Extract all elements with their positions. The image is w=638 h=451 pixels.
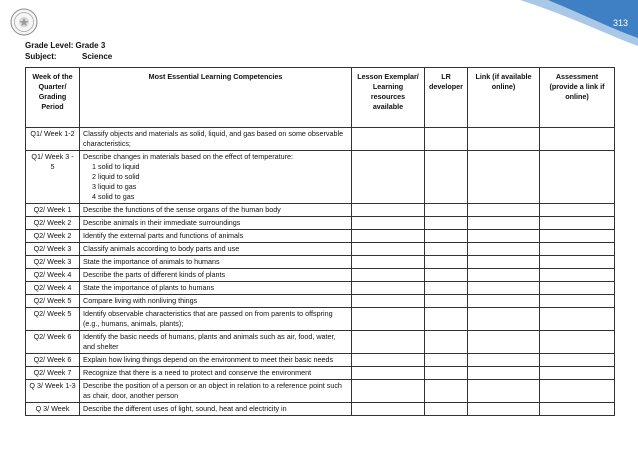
table-row <box>26 403 615 416</box>
link-cell <box>468 128 540 151</box>
competency-text: Identify observable characteristics that are passed on from parents to offspring (e.g., humans, animals, plants); <box>83 309 333 328</box>
link-cell <box>468 243 540 256</box>
competency-text: Describe the different uses of light, sound, heat and electricity in <box>83 404 287 413</box>
week-cell: Q2/ Week 3 <box>26 256 80 269</box>
week-cell: Q 3/ Week <box>26 403 80 416</box>
table-row <box>26 331 615 354</box>
lr-developer-cell <box>425 308 468 331</box>
week-cell: Q2/ Week 2 <box>26 217 80 230</box>
competency-cell <box>80 331 352 354</box>
competency-text: Explain how living things depend on the environment to meet their basic needs <box>83 355 334 364</box>
week-cell: Q2/ Week 4 <box>26 269 80 282</box>
grade-level-value: Grade 3 <box>75 41 106 50</box>
competency-cell <box>80 151 352 204</box>
assessment-cell <box>540 204 615 217</box>
assessment-cell <box>540 354 615 367</box>
lesson-cell <box>352 230 425 243</box>
assessment-cell <box>540 380 615 403</box>
week-cell: Q1/ Week 3 - 5 <box>26 151 80 204</box>
competency-text: Classify objects and materials as solid, liquid, and gas based on some observable characteristics; <box>83 129 344 148</box>
lr-developer-cell <box>425 367 468 380</box>
link-cell <box>468 204 540 217</box>
lr-developer-cell <box>425 380 468 403</box>
competencies-table <box>25 67 615 416</box>
competency-subitem: 4 solid to gas <box>92 192 135 201</box>
lesson-cell <box>352 403 425 416</box>
lesson-cell <box>352 367 425 380</box>
table-row <box>26 128 615 151</box>
competency-text: Classify animals according to body parts and use <box>83 244 240 253</box>
assessment-cell <box>540 295 615 308</box>
link-cell <box>468 295 540 308</box>
assessment-cell <box>540 331 615 354</box>
lr-developer-cell <box>425 295 468 308</box>
table-row <box>26 354 615 367</box>
table-row <box>26 269 615 282</box>
header-week: Week of the Quarter/ Grading Period <box>26 68 80 128</box>
competency-text: State the importance of plants to humans <box>83 283 215 292</box>
lr-developer-cell <box>425 230 468 243</box>
assessment-cell <box>540 243 615 256</box>
link-cell <box>468 217 540 230</box>
competency-text: Describe the functions of the sense organs of the human body <box>83 205 281 214</box>
link-cell <box>468 403 540 416</box>
lesson-cell <box>352 354 425 367</box>
lr-developer-cell <box>425 331 468 354</box>
deped-seal-icon <box>10 8 38 36</box>
week-cell: Q1/ Week 1-2 <box>26 128 80 151</box>
table-row <box>26 282 615 295</box>
link-cell <box>468 331 540 354</box>
header-assessment: Assessment (provide a link if online) <box>540 68 615 128</box>
week-cell: Q2/ Week 1 <box>26 204 80 217</box>
header-lr-developer: LR developer <box>425 68 468 128</box>
table-row <box>26 367 615 380</box>
link-cell <box>468 308 540 331</box>
document-meta <box>25 40 112 62</box>
link-cell <box>468 256 540 269</box>
competency-cell <box>80 230 352 243</box>
lesson-cell <box>352 151 425 204</box>
lr-developer-cell <box>425 217 468 230</box>
competency-cell <box>80 282 352 295</box>
link-cell <box>468 230 540 243</box>
table-row <box>26 380 615 403</box>
competency-cell <box>80 367 352 380</box>
lr-developer-cell <box>425 151 468 204</box>
lr-developer-cell <box>425 256 468 269</box>
competency-subitem: 1 solid to liquid <box>92 162 140 171</box>
link-cell <box>468 367 540 380</box>
competency-text: Recognize that there is a need to protect and conserve the environment <box>83 368 312 377</box>
competency-cell <box>80 295 352 308</box>
assessment-cell <box>540 230 615 243</box>
grade-level-label: Grade Level: <box>25 41 74 50</box>
week-cell: Q2/ Week 6 <box>26 331 80 354</box>
competency-cell <box>80 128 352 151</box>
subject-label: Subject: <box>25 52 57 61</box>
assessment-cell <box>540 256 615 269</box>
competency-cell <box>80 243 352 256</box>
lesson-cell <box>352 217 425 230</box>
lesson-cell <box>352 128 425 151</box>
lesson-cell <box>352 331 425 354</box>
competency-text: Describe the position of a person or an object in relation to a reference point such as chair, door, another person <box>83 381 342 400</box>
link-cell <box>468 269 540 282</box>
lesson-cell <box>352 308 425 331</box>
competency-text: Describe changes in materials based on the effect of temperature: <box>83 152 294 161</box>
assessment-cell <box>540 403 615 416</box>
week-cell: Q2/ Week 5 <box>26 308 80 331</box>
competency-cell <box>80 354 352 367</box>
week-cell: Q2/ Week 3 <box>26 243 80 256</box>
table-row <box>26 308 615 331</box>
lr-developer-cell <box>425 204 468 217</box>
table-row <box>26 295 615 308</box>
lr-developer-cell <box>425 269 468 282</box>
subject-value: Science <box>82 52 113 61</box>
lr-developer-cell <box>425 354 468 367</box>
header-link: Link (if available online) <box>468 68 540 128</box>
week-cell: Q 3/ Week 1-3 <box>26 380 80 403</box>
competency-text: Identify the external parts and functions of animals <box>83 231 244 240</box>
competency-subitem: 2 liquid to solid <box>92 172 140 181</box>
page-number: 313 <box>612 18 628 28</box>
link-cell <box>468 282 540 295</box>
lr-developer-cell <box>425 243 468 256</box>
link-cell <box>468 380 540 403</box>
lr-developer-cell <box>425 128 468 151</box>
table-row <box>26 256 615 269</box>
link-cell <box>468 151 540 204</box>
table-row <box>26 230 615 243</box>
table-row <box>26 151 615 204</box>
competency-cell <box>80 403 352 416</box>
week-cell: Q2/ Week 6 <box>26 354 80 367</box>
competency-text: Describe the parts of different kinds of plants <box>83 270 226 279</box>
competency-cell <box>80 269 352 282</box>
competency-text: Identify the basic needs of humans, plants and animals such as air, food, water, and shelter <box>83 332 336 351</box>
competency-text: Describe animals in their immediate surroundings <box>83 218 241 227</box>
header-lesson-exemplar: Lesson Exemplar/ Learning resources available <box>352 68 425 128</box>
competency-text: State the importance of animals to humans <box>83 257 220 266</box>
subject-row <box>25 51 112 62</box>
lesson-cell <box>352 256 425 269</box>
competency-cell <box>80 217 352 230</box>
week-cell: Q2/ Week 7 <box>26 367 80 380</box>
assessment-cell <box>540 151 615 204</box>
competency-cell <box>80 380 352 403</box>
competency-cell <box>80 204 352 217</box>
competency-cell <box>80 256 352 269</box>
week-cell: Q2/ Week 5 <box>26 295 80 308</box>
assessment-cell <box>540 128 615 151</box>
table-header-row <box>26 68 615 128</box>
assessment-cell <box>540 367 615 380</box>
competency-text: Compare living with nonliving things <box>83 296 198 305</box>
assessment-cell <box>540 269 615 282</box>
table-row <box>26 217 615 230</box>
table-row <box>26 243 615 256</box>
lesson-cell <box>352 269 425 282</box>
lr-developer-cell <box>425 403 468 416</box>
table-body <box>26 128 615 416</box>
week-cell: Q2/ Week 2 <box>26 230 80 243</box>
lesson-cell <box>352 204 425 217</box>
lesson-cell <box>352 295 425 308</box>
competency-subitem: 3 liquid to gas <box>92 182 137 191</box>
grade-level-row <box>25 40 112 51</box>
week-cell: Q2/ Week 4 <box>26 282 80 295</box>
lesson-cell <box>352 243 425 256</box>
assessment-cell <box>540 282 615 295</box>
link-cell <box>468 354 540 367</box>
assessment-cell <box>540 308 615 331</box>
competency-cell <box>80 308 352 331</box>
header-mec: Most Essential Learning Competencies <box>80 68 352 128</box>
table-row <box>26 204 615 217</box>
lr-developer-cell <box>425 282 468 295</box>
assessment-cell <box>540 217 615 230</box>
lesson-cell <box>352 380 425 403</box>
lesson-cell <box>352 282 425 295</box>
